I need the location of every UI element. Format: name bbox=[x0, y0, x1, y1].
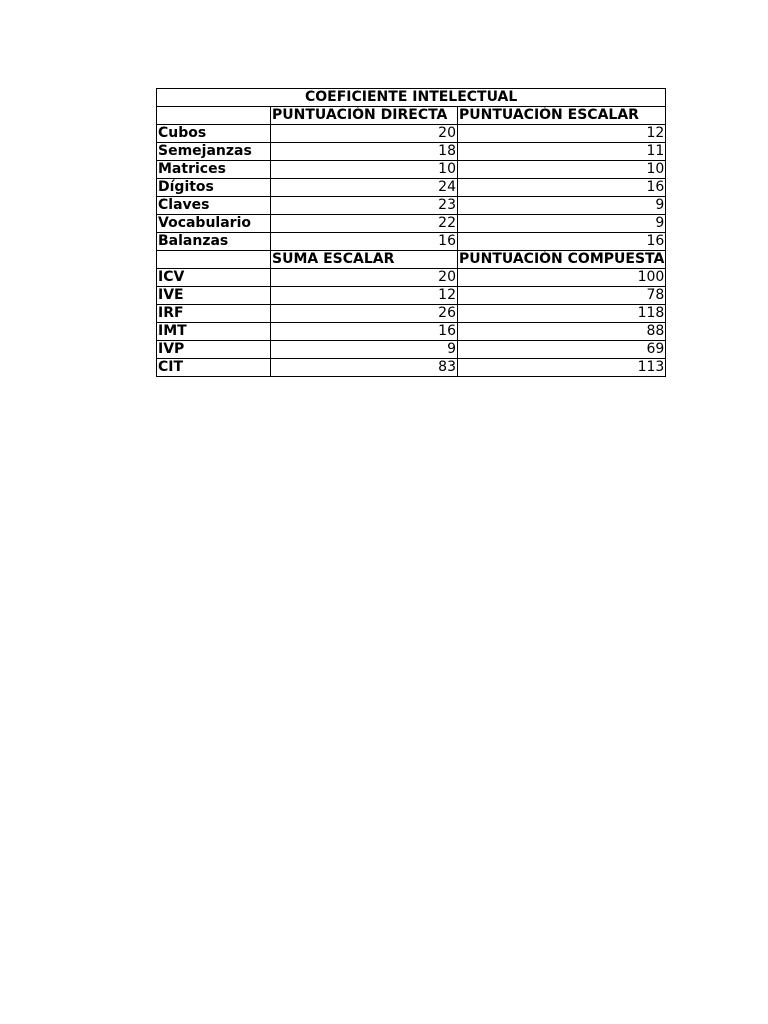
title-row bbox=[157, 89, 666, 107]
scaled-score-cell: 12 bbox=[458, 125, 666, 143]
composite-score-cell: 118 bbox=[458, 305, 666, 323]
scaled-sum-cell: 20 bbox=[271, 269, 458, 287]
row-label: Claves bbox=[157, 197, 271, 215]
row-label: Dígitos bbox=[157, 179, 271, 197]
composite-score-cell: 113 bbox=[458, 359, 666, 377]
header-scaled-sum: SUMA ESCALAR bbox=[271, 251, 458, 269]
table-row bbox=[157, 179, 666, 197]
row-label: CIT bbox=[157, 359, 271, 377]
scaled-sum-cell: 16 bbox=[271, 323, 458, 341]
iq-score-table bbox=[156, 88, 666, 377]
header-row bbox=[157, 251, 666, 269]
table-row bbox=[157, 143, 666, 161]
header-direct-score: PUNTUACIÓN DIRECTA bbox=[271, 107, 458, 125]
direct-score-cell: 16 bbox=[271, 233, 458, 251]
composite-score-cell: 78 bbox=[458, 287, 666, 305]
composite-score-cell: 100 bbox=[458, 269, 666, 287]
scaled-sum-cell: 12 bbox=[271, 287, 458, 305]
table-title: COEFICIENTE INTELECTUAL bbox=[157, 89, 666, 107]
table-row bbox=[157, 359, 666, 377]
scaled-sum-cell: 26 bbox=[271, 305, 458, 323]
header-scaled-score: PUNTUACIÓN ESCALAR bbox=[458, 107, 666, 125]
scaled-score-cell: 16 bbox=[458, 179, 666, 197]
table-row bbox=[157, 287, 666, 305]
row-label: IVE bbox=[157, 287, 271, 305]
scaled-sum-cell: 9 bbox=[271, 341, 458, 359]
header-composite-score: PUNTUACIÓN COMPUESTA bbox=[459, 251, 665, 267]
row-label: Balanzas bbox=[157, 233, 271, 251]
row-label: Semejanzas bbox=[157, 143, 271, 161]
scaled-score-cell: 9 bbox=[458, 197, 666, 215]
row-label: Matrices bbox=[157, 161, 271, 179]
scaled-score-cell: 10 bbox=[458, 161, 666, 179]
scaled-score-cell: 9 bbox=[458, 215, 666, 233]
row-label: ICV bbox=[157, 269, 271, 287]
direct-score-cell: 22 bbox=[271, 215, 458, 233]
scaled-score-cell: 16 bbox=[458, 233, 666, 251]
table-row bbox=[157, 215, 666, 233]
row-label: IRF bbox=[157, 305, 271, 323]
row-label: IVP bbox=[157, 341, 271, 359]
header-empty-cell bbox=[157, 251, 271, 269]
row-label: IMT bbox=[157, 323, 271, 341]
scaled-sum-cell: 83 bbox=[271, 359, 458, 377]
table-row bbox=[157, 269, 666, 287]
header-empty-cell bbox=[157, 107, 271, 125]
composite-score-cell: 69 bbox=[458, 341, 666, 359]
table-row bbox=[157, 197, 666, 215]
header-row bbox=[157, 107, 666, 125]
table-row bbox=[157, 125, 666, 143]
scaled-score-cell: 11 bbox=[458, 143, 666, 161]
table-row bbox=[157, 233, 666, 251]
direct-score-cell: 10 bbox=[271, 161, 458, 179]
direct-score-cell: 24 bbox=[271, 179, 458, 197]
table-row bbox=[157, 323, 666, 341]
direct-score-cell: 23 bbox=[271, 197, 458, 215]
composite-score-cell: 88 bbox=[458, 323, 666, 341]
direct-score-cell: 18 bbox=[271, 143, 458, 161]
table-row bbox=[157, 305, 666, 323]
row-label: Cubos bbox=[157, 125, 271, 143]
direct-score-cell: 20 bbox=[271, 125, 458, 143]
row-label: Vocabulario bbox=[157, 215, 271, 233]
table-row bbox=[157, 161, 666, 179]
table-row bbox=[157, 341, 666, 359]
